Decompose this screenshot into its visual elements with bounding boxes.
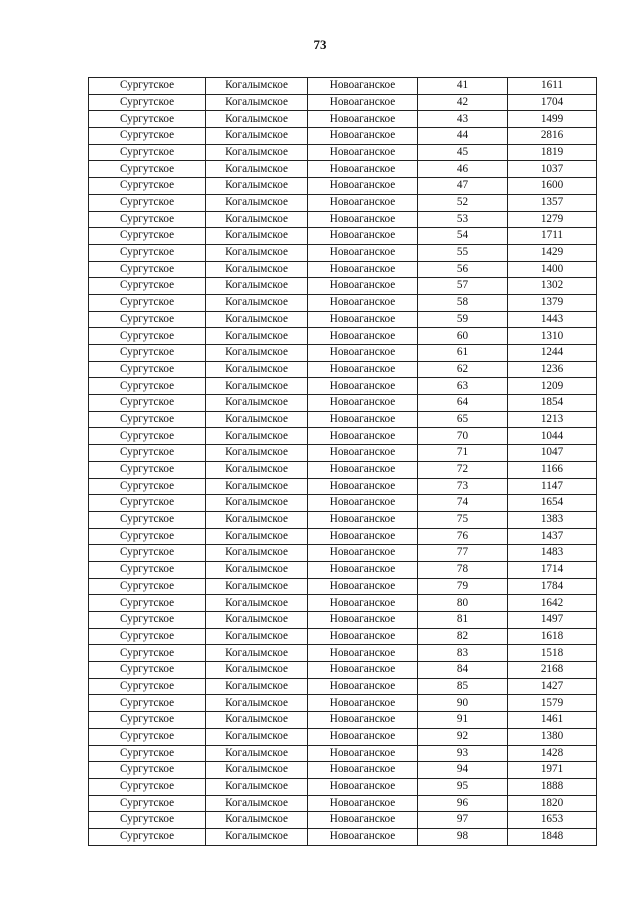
deposit-cell: Сургутское — [89, 795, 206, 812]
deposit-cell: Сургутское — [89, 261, 206, 278]
value-cell: 1888 — [508, 778, 597, 795]
region-cell: Когалымское — [206, 595, 308, 612]
deposit-cell: Сургутское — [89, 745, 206, 762]
deposit-cell: Сургутское — [89, 311, 206, 328]
number-cell: 43 — [418, 111, 508, 128]
region-cell: Когалымское — [206, 345, 308, 362]
table-row — [89, 278, 597, 295]
deposit-cell: Сургутское — [89, 495, 206, 512]
deposit-cell: Сургутское — [89, 161, 206, 178]
field-cell: Новоаганское — [308, 628, 418, 645]
number-cell: 94 — [418, 762, 508, 779]
table-row — [89, 445, 597, 462]
deposit-cell: Сургутское — [89, 612, 206, 629]
value-cell: 1213 — [508, 411, 597, 428]
field-cell: Новоаганское — [308, 428, 418, 445]
value-cell: 1357 — [508, 194, 597, 211]
region-cell: Когалымское — [206, 111, 308, 128]
number-cell: 97 — [418, 812, 508, 829]
value-cell: 1711 — [508, 228, 597, 245]
value-cell: 1428 — [508, 745, 597, 762]
value-cell: 2168 — [508, 662, 597, 679]
region-cell: Когалымское — [206, 778, 308, 795]
region-cell: Когалымское — [206, 762, 308, 779]
field-cell: Новоаганское — [308, 328, 418, 345]
number-cell: 46 — [418, 161, 508, 178]
number-cell: 91 — [418, 712, 508, 729]
value-cell: 1383 — [508, 511, 597, 528]
value-cell: 2816 — [508, 128, 597, 145]
table-row — [89, 161, 597, 178]
value-cell: 1499 — [508, 111, 597, 128]
region-cell: Когалымское — [206, 144, 308, 161]
field-cell: Новоаганское — [308, 461, 418, 478]
value-cell: 1461 — [508, 712, 597, 729]
number-cell: 45 — [418, 144, 508, 161]
value-cell: 1611 — [508, 78, 597, 95]
value-cell: 1618 — [508, 628, 597, 645]
value-cell: 1044 — [508, 428, 597, 445]
region-cell: Когалымское — [206, 812, 308, 829]
deposit-cell: Сургутское — [89, 778, 206, 795]
field-cell: Новоаганское — [308, 378, 418, 395]
number-cell: 76 — [418, 528, 508, 545]
value-cell: 1714 — [508, 561, 597, 578]
deposit-cell: Сургутское — [89, 178, 206, 195]
table-row — [89, 528, 597, 545]
field-cell: Новоаганское — [308, 478, 418, 495]
value-cell: 1302 — [508, 278, 597, 295]
number-cell: 54 — [418, 228, 508, 245]
table-row — [89, 194, 597, 211]
field-cell: Новоаганское — [308, 745, 418, 762]
number-cell: 73 — [418, 478, 508, 495]
region-cell: Когалымское — [206, 428, 308, 445]
value-cell: 1400 — [508, 261, 597, 278]
deposit-cell: Сургутское — [89, 461, 206, 478]
number-cell: 90 — [418, 695, 508, 712]
deposit-cell: Сургутское — [89, 78, 206, 95]
table-row — [89, 378, 597, 395]
deposit-cell: Сургутское — [89, 378, 206, 395]
deposit-cell: Сургутское — [89, 728, 206, 745]
deposit-cell: Сургутское — [89, 228, 206, 245]
number-cell: 42 — [418, 94, 508, 111]
number-cell: 75 — [418, 511, 508, 528]
value-cell: 1784 — [508, 578, 597, 595]
region-cell: Когалымское — [206, 178, 308, 195]
table-row — [89, 478, 597, 495]
deposit-cell: Сургутское — [89, 828, 206, 845]
field-cell: Новоаганское — [308, 345, 418, 362]
table-row — [89, 495, 597, 512]
field-cell: Новоаганское — [308, 545, 418, 562]
region-cell: Когалымское — [206, 411, 308, 428]
value-cell: 1579 — [508, 695, 597, 712]
number-cell: 52 — [418, 194, 508, 211]
value-cell: 1380 — [508, 728, 597, 745]
field-cell: Новоаганское — [308, 144, 418, 161]
region-cell: Когалымское — [206, 478, 308, 495]
number-cell: 57 — [418, 278, 508, 295]
table-row — [89, 795, 597, 812]
number-cell: 77 — [418, 545, 508, 562]
region-cell: Когалымское — [206, 94, 308, 111]
table-row — [89, 645, 597, 662]
table-row — [89, 94, 597, 111]
data-table — [88, 77, 597, 846]
table-row — [89, 178, 597, 195]
value-cell: 1497 — [508, 612, 597, 629]
number-cell: 83 — [418, 645, 508, 662]
table-row — [89, 428, 597, 445]
table-row — [89, 662, 597, 679]
value-cell: 1704 — [508, 94, 597, 111]
table-row — [89, 578, 597, 595]
region-cell: Когалымское — [206, 361, 308, 378]
deposit-cell: Сургутское — [89, 595, 206, 612]
value-cell: 1279 — [508, 211, 597, 228]
field-cell: Новоаганское — [308, 228, 418, 245]
table-row — [89, 762, 597, 779]
deposit-cell: Сургутское — [89, 678, 206, 695]
table-row — [89, 144, 597, 161]
deposit-cell: Сургутское — [89, 712, 206, 729]
deposit-cell: Сургутское — [89, 528, 206, 545]
region-cell: Когалымское — [206, 628, 308, 645]
field-cell: Новоаганское — [308, 178, 418, 195]
deposit-cell: Сургутское — [89, 662, 206, 679]
number-cell: 65 — [418, 411, 508, 428]
number-cell: 81 — [418, 612, 508, 629]
deposit-cell: Сургутское — [89, 328, 206, 345]
field-cell: Новоаганское — [308, 361, 418, 378]
value-cell: 1244 — [508, 345, 597, 362]
field-cell: Новоаганское — [308, 662, 418, 679]
value-cell: 1437 — [508, 528, 597, 545]
table-row — [89, 695, 597, 712]
field-cell: Новоаганское — [308, 612, 418, 629]
table-row — [89, 812, 597, 829]
number-cell: 64 — [418, 395, 508, 412]
region-cell: Когалымское — [206, 228, 308, 245]
table-row — [89, 678, 597, 695]
field-cell: Новоаганское — [308, 812, 418, 829]
region-cell: Когалымское — [206, 211, 308, 228]
region-cell: Когалымское — [206, 128, 308, 145]
region-cell: Когалымское — [206, 244, 308, 261]
value-cell: 1483 — [508, 545, 597, 562]
region-cell: Когалымское — [206, 311, 308, 328]
field-cell: Новоаганское — [308, 728, 418, 745]
region-cell: Когалымское — [206, 161, 308, 178]
number-cell: 72 — [418, 461, 508, 478]
table-row — [89, 595, 597, 612]
region-cell: Когалымское — [206, 695, 308, 712]
table-row — [89, 345, 597, 362]
value-cell: 1642 — [508, 595, 597, 612]
field-cell: Новоаганское — [308, 778, 418, 795]
field-cell: Новоаганское — [308, 128, 418, 145]
page-number: 73 — [313, 37, 327, 52]
field-cell: Новоаганское — [308, 395, 418, 412]
field-cell: Новоаганское — [308, 495, 418, 512]
region-cell: Когалымское — [206, 261, 308, 278]
deposit-cell: Сургутское — [89, 194, 206, 211]
table-row — [89, 612, 597, 629]
deposit-cell: Сургутское — [89, 411, 206, 428]
field-cell: Новоаганское — [308, 111, 418, 128]
number-cell: 92 — [418, 728, 508, 745]
deposit-cell: Сургутское — [89, 294, 206, 311]
table-row — [89, 511, 597, 528]
table-row — [89, 628, 597, 645]
region-cell: Когалымское — [206, 528, 308, 545]
region-cell: Когалымское — [206, 678, 308, 695]
table-row — [89, 261, 597, 278]
deposit-cell: Сургутское — [89, 695, 206, 712]
number-cell: 70 — [418, 428, 508, 445]
deposit-cell: Сургутское — [89, 762, 206, 779]
table-row — [89, 561, 597, 578]
deposit-cell: Сургутское — [89, 128, 206, 145]
value-cell: 1147 — [508, 478, 597, 495]
field-cell: Новоаганское — [308, 528, 418, 545]
field-cell: Новоаганское — [308, 762, 418, 779]
value-cell: 1600 — [508, 178, 597, 195]
number-cell: 55 — [418, 244, 508, 261]
number-cell: 95 — [418, 778, 508, 795]
deposit-cell: Сургутское — [89, 278, 206, 295]
value-cell: 1310 — [508, 328, 597, 345]
region-cell: Когалымское — [206, 795, 308, 812]
field-cell: Новоаганское — [308, 94, 418, 111]
deposit-cell: Сургутское — [89, 812, 206, 829]
value-cell: 1654 — [508, 495, 597, 512]
deposit-cell: Сургутское — [89, 578, 206, 595]
deposit-cell: Сургутское — [89, 94, 206, 111]
field-cell: Новоаганское — [308, 595, 418, 612]
table-row — [89, 545, 597, 562]
table-row — [89, 211, 597, 228]
number-cell: 56 — [418, 261, 508, 278]
deposit-cell: Сургутское — [89, 545, 206, 562]
region-cell: Когалымское — [206, 511, 308, 528]
number-cell: 44 — [418, 128, 508, 145]
region-cell: Когалымское — [206, 495, 308, 512]
number-cell: 93 — [418, 745, 508, 762]
table-row — [89, 411, 597, 428]
field-cell: Новоаганское — [308, 578, 418, 595]
field-cell: Новоаганское — [308, 678, 418, 695]
deposit-cell: Сургутское — [89, 244, 206, 261]
deposit-cell: Сургутское — [89, 144, 206, 161]
field-cell: Новоаганское — [308, 278, 418, 295]
field-cell: Новоаганское — [308, 78, 418, 95]
region-cell: Когалымское — [206, 578, 308, 595]
deposit-cell: Сургутское — [89, 478, 206, 495]
field-cell: Новоаганское — [308, 411, 418, 428]
region-cell: Когалымское — [206, 378, 308, 395]
value-cell: 1819 — [508, 144, 597, 161]
value-cell: 1047 — [508, 445, 597, 462]
field-cell: Новоаганское — [308, 261, 418, 278]
number-cell: 47 — [418, 178, 508, 195]
region-cell: Когалымское — [206, 645, 308, 662]
deposit-cell: Сургутское — [89, 111, 206, 128]
number-cell: 98 — [418, 828, 508, 845]
value-cell: 1653 — [508, 812, 597, 829]
region-cell: Когалымское — [206, 78, 308, 95]
value-cell: 1820 — [508, 795, 597, 812]
number-cell: 74 — [418, 495, 508, 512]
number-cell: 80 — [418, 595, 508, 612]
table-row — [89, 228, 597, 245]
deposit-cell: Сургутское — [89, 628, 206, 645]
field-cell: Новоаганское — [308, 244, 418, 261]
deposit-cell: Сургутское — [89, 345, 206, 362]
value-cell: 1518 — [508, 645, 597, 662]
region-cell: Когалымское — [206, 445, 308, 462]
region-cell: Когалымское — [206, 712, 308, 729]
number-cell: 61 — [418, 345, 508, 362]
table-row — [89, 328, 597, 345]
region-cell: Когалымское — [206, 545, 308, 562]
table-row — [89, 395, 597, 412]
deposit-cell: Сургутское — [89, 211, 206, 228]
table-row — [89, 778, 597, 795]
region-cell: Когалымское — [206, 612, 308, 629]
value-cell: 1166 — [508, 461, 597, 478]
number-cell: 60 — [418, 328, 508, 345]
table-row — [89, 78, 597, 95]
value-cell: 1379 — [508, 294, 597, 311]
number-cell: 96 — [418, 795, 508, 812]
field-cell: Новоаганское — [308, 294, 418, 311]
deposit-cell: Сургутское — [89, 511, 206, 528]
region-cell: Когалымское — [206, 194, 308, 211]
table-row — [89, 244, 597, 261]
field-cell: Новоаганское — [308, 211, 418, 228]
region-cell: Когалымское — [206, 745, 308, 762]
number-cell: 85 — [418, 678, 508, 695]
field-cell: Новоаганское — [308, 161, 418, 178]
field-cell: Новоаганское — [308, 795, 418, 812]
number-cell: 71 — [418, 445, 508, 462]
value-cell: 1971 — [508, 762, 597, 779]
deposit-cell: Сургутское — [89, 428, 206, 445]
deposit-cell: Сургутское — [89, 561, 206, 578]
number-cell: 84 — [418, 662, 508, 679]
value-cell: 1037 — [508, 161, 597, 178]
table-row — [89, 111, 597, 128]
deposit-cell: Сургутское — [89, 395, 206, 412]
region-cell: Когалымское — [206, 278, 308, 295]
value-cell: 1236 — [508, 361, 597, 378]
field-cell: Новоаганское — [308, 561, 418, 578]
table-row — [89, 728, 597, 745]
table-body — [89, 78, 597, 846]
table-row — [89, 294, 597, 311]
field-cell: Новоаганское — [308, 828, 418, 845]
region-cell: Когалымское — [206, 561, 308, 578]
region-cell: Когалымское — [206, 728, 308, 745]
region-cell: Когалымское — [206, 395, 308, 412]
number-cell: 79 — [418, 578, 508, 595]
number-cell: 53 — [418, 211, 508, 228]
deposit-cell: Сургутское — [89, 645, 206, 662]
table-row — [89, 128, 597, 145]
value-cell: 1427 — [508, 678, 597, 695]
value-cell: 1848 — [508, 828, 597, 845]
number-cell: 82 — [418, 628, 508, 645]
field-cell: Новоаганское — [308, 445, 418, 462]
table-row — [89, 712, 597, 729]
region-cell: Когалымское — [206, 294, 308, 311]
region-cell: Когалымское — [206, 662, 308, 679]
value-cell: 1443 — [508, 311, 597, 328]
table-row — [89, 311, 597, 328]
field-cell: Новоаганское — [308, 511, 418, 528]
table-row — [89, 745, 597, 762]
region-cell: Когалымское — [206, 461, 308, 478]
table-row — [89, 828, 597, 845]
number-cell: 41 — [418, 78, 508, 95]
deposit-cell: Сургутское — [89, 445, 206, 462]
field-cell: Новоаганское — [308, 695, 418, 712]
deposit-cell: Сургутское — [89, 361, 206, 378]
region-cell: Когалымское — [206, 828, 308, 845]
table-row — [89, 461, 597, 478]
number-cell: 62 — [418, 361, 508, 378]
number-cell: 63 — [418, 378, 508, 395]
value-cell: 1209 — [508, 378, 597, 395]
value-cell: 1429 — [508, 244, 597, 261]
table-row — [89, 361, 597, 378]
field-cell: Новоаганское — [308, 645, 418, 662]
value-cell: 1854 — [508, 395, 597, 412]
number-cell: 58 — [418, 294, 508, 311]
field-cell: Новоаганское — [308, 194, 418, 211]
region-cell: Когалымское — [206, 328, 308, 345]
field-cell: Новоаганское — [308, 311, 418, 328]
number-cell: 59 — [418, 311, 508, 328]
field-cell: Новоаганское — [308, 712, 418, 729]
number-cell: 78 — [418, 561, 508, 578]
